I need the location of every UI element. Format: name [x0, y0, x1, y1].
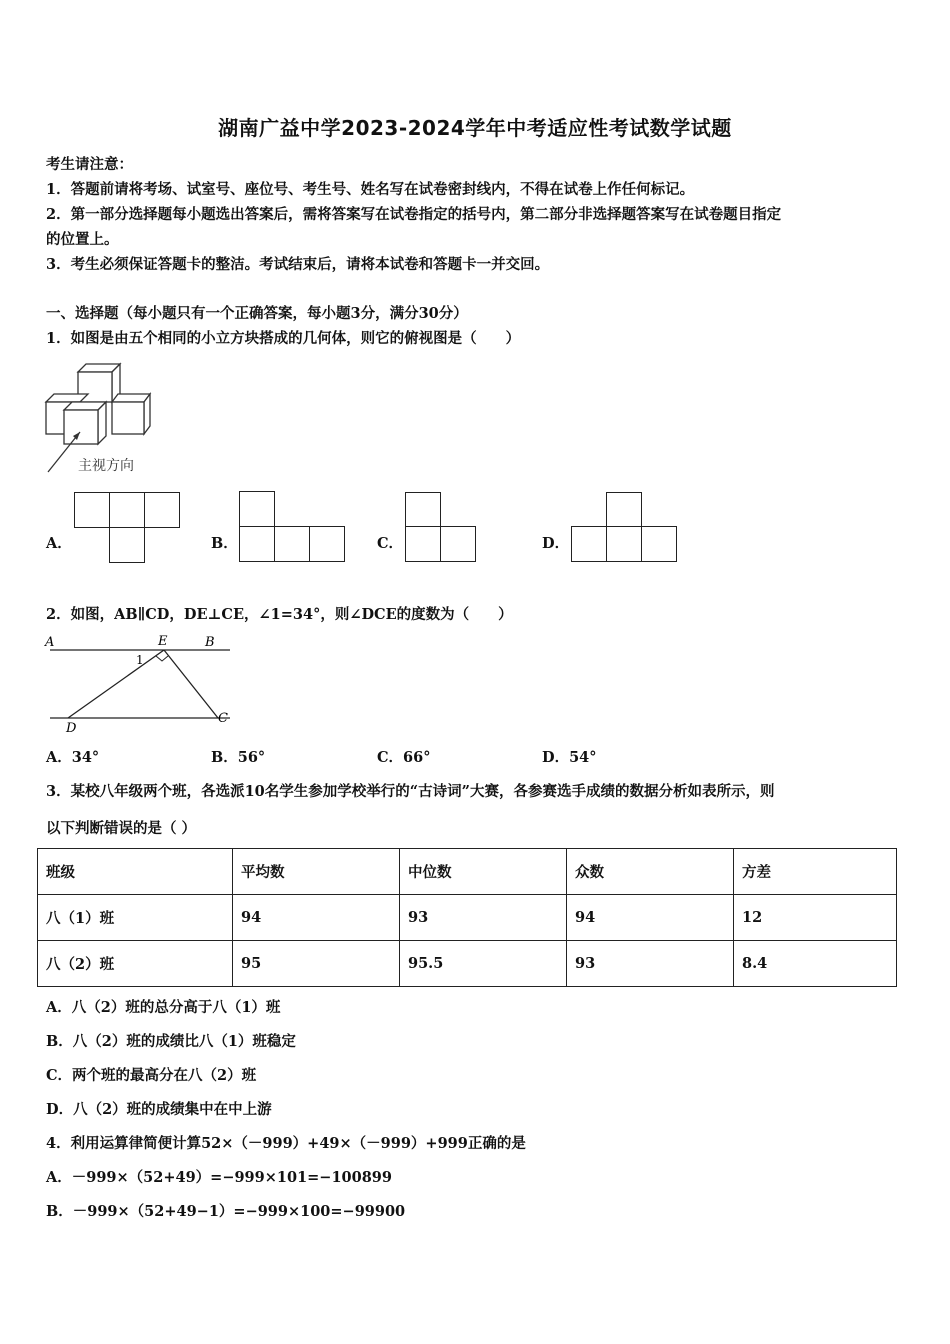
table-cell: 12	[734, 895, 897, 941]
grid-square	[274, 526, 310, 562]
figure-caption: 主视方向	[78, 458, 134, 474]
table-cell: 95	[233, 941, 400, 987]
notice-item: 的位置上。	[46, 231, 119, 248]
table-cell: 94	[567, 895, 734, 941]
option-c-label[interactable]: C．	[377, 535, 404, 552]
question-4-stem: 4．利用运算律简便计算52×（－999）+49×（－999）+999正确的是	[46, 1135, 526, 1152]
option-a-label[interactable]: A．	[46, 535, 72, 552]
option-a[interactable]: A．八（2）班的总分高于八（1）班	[46, 999, 281, 1016]
option-a[interactable]: A．－999×（52+49）=−999×101=−100899	[46, 1169, 392, 1186]
grid-square	[74, 492, 110, 528]
option-b[interactable]: B．－999×（52+49−1）=−999×100=−99900	[46, 1203, 406, 1220]
question-3-stem-cont: 以下判断错误的是（ ）	[46, 820, 197, 837]
table-row	[38, 941, 897, 987]
question-3-stem: 3．某校八年级两个班，各选派10名学生参加学校举行的“古诗词”大赛，各参赛选手成绩的数据分析如表所示，则	[46, 783, 775, 800]
grid-square	[109, 492, 145, 528]
grid-square	[606, 492, 642, 528]
point-label-d: D	[66, 721, 77, 736]
table-cell: 93	[567, 941, 734, 987]
table-header-cell: 众数	[567, 849, 734, 895]
grid-square	[405, 526, 441, 562]
point-label-c: C	[218, 711, 228, 726]
option-c[interactable]: C．两个班的最高分在八（2）班	[46, 1067, 257, 1084]
option-b[interactable]: B．56°	[211, 749, 266, 766]
table-header-cell: 班级	[38, 849, 233, 895]
table-cell: 8.4	[734, 941, 897, 987]
grid-square	[440, 526, 476, 562]
option-b[interactable]: B．八（2）班的成绩比八（1）班稳定	[46, 1033, 296, 1050]
point-label-a: A	[45, 635, 55, 650]
notice-item: 2．第一部分选择题每小题选出答案后，需将答案写在试卷指定的括号内，第二部分非选择题答案写在试卷题目指定	[46, 206, 782, 223]
table-cell: 94	[233, 895, 400, 941]
question-2-stem: 2．如图，AB∥CD，DE⊥CE，∠1=34°，则∠DCE的度数为（ ）	[46, 606, 513, 623]
table-header-cell: 平均数	[233, 849, 400, 895]
question-1-stem: 1．如图是由五个相同的小立方块搭成的几何体，则它的俯视图是（ ）	[46, 330, 521, 347]
option-d[interactable]: D．54°	[542, 749, 597, 766]
angle-label-1: 1	[136, 653, 144, 667]
grid-square	[571, 526, 607, 562]
table-cell: 八（2）班	[38, 941, 233, 987]
table-header-cell: 中位数	[400, 849, 567, 895]
grid-square	[606, 526, 642, 562]
grid-square	[239, 526, 275, 562]
option-b-label[interactable]: B．	[211, 535, 238, 552]
option-d-label[interactable]: D．	[542, 535, 570, 552]
option-a[interactable]: A．34°	[46, 749, 100, 766]
grid-square	[309, 526, 345, 562]
grid-square	[144, 492, 180, 528]
notice-heading: 考生请注意：	[46, 156, 133, 173]
stats-table	[37, 848, 897, 987]
point-label-e: E	[158, 634, 168, 649]
notice-item: 3．考生必须保证答题卡的整洁。考试结束后，请将本试卷和答题卡一并交回。	[46, 256, 550, 273]
grid-square	[109, 527, 145, 563]
table-cell: 93	[400, 895, 567, 941]
table-cell: 95.5	[400, 941, 567, 987]
notice-item: 1．答题前请将考场、试室号、座位号、考生号、姓名写在试卷密封线内，不得在试卷上作任何标记。	[46, 181, 695, 198]
table-header-cell: 方差	[734, 849, 897, 895]
option-d[interactable]: D．八（2）班的成绩集中在中上游	[46, 1101, 272, 1118]
option-c[interactable]: C．66°	[377, 749, 431, 766]
table-cell: 八（1）班	[38, 895, 233, 941]
table-row	[38, 895, 897, 941]
point-label-b: B	[205, 635, 215, 650]
grid-square	[239, 491, 275, 527]
parallel-lines-figure	[40, 630, 240, 738]
page-title: 湖南广益中学2023-2024学年中考适应性考试数学试题	[218, 116, 732, 140]
section-heading: 一、选择题（每小题只有一个正确答案，每小题3分，满分30分）	[46, 305, 468, 322]
table-header-row	[38, 849, 897, 895]
grid-square	[641, 526, 677, 562]
grid-square	[405, 492, 441, 528]
